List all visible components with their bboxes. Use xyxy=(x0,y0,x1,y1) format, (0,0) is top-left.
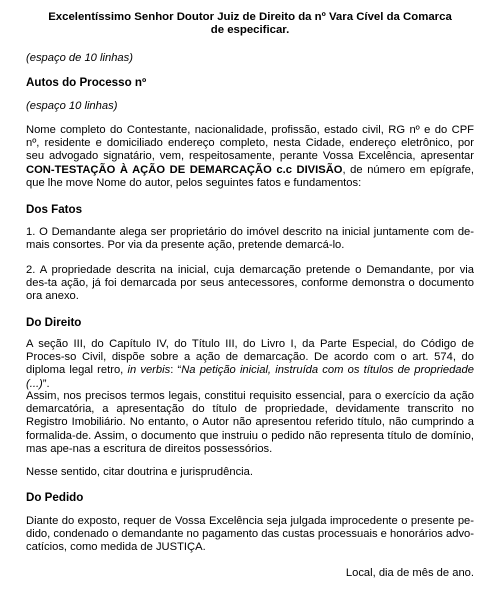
fatos-paragraph-1: 1. O Demandante alega ser proprietário do imóvel descrito na inicial juntamente com de-mais consortes. Por via da presente ação, pretende demarcá-lo. xyxy=(26,226,474,252)
closing-line: Local, dia de mês de ano. xyxy=(345,567,474,579)
spacing-note-2: (espaço 10 linhas) xyxy=(26,100,118,112)
direito-heading: Do Direito xyxy=(26,316,82,329)
direito-paragraph-2: Assim, nos precisos termos legais, constitui requisito essencial, para o exercício da ação demarcatória, a apresentação do título de propriedade, devidamente transcrito no Registro Imobiliário. No entanto, o Autor não apresentou referido título, não cumprindo a formalida-de. Assim, o documento que instruiu o pedido não representa título de domínio, mas ape-nas a escritura de direitos possessórios. xyxy=(26,390,474,455)
spacing-note-1: (espaço de 10 linhas) xyxy=(26,52,133,64)
fatos-heading: Dos Fatos xyxy=(26,203,83,216)
header-line-2: de especificar. xyxy=(210,24,290,37)
direito-p1-end: ”. xyxy=(42,377,50,390)
pedido-paragraph-1: Diante do exposto, requer de Vossa Excelência seja julgada improcedente o presente pe-dido, condenado o demandante no pagamento das custas processuais e honorários advo-catícios, como medida de JUSTIÇA. xyxy=(26,515,474,554)
pedido-heading: Do Pedido xyxy=(26,491,84,504)
fatos-paragraph-2: 2. A propriedade descrita na inicial, cuja demarcação pretende o Demandante, por via des-ta ação, já foi demarcada por seus antecessores, conforme demonstra o documento ora anexo. xyxy=(26,264,474,303)
direito-paragraph-3: Nesse sentido, citar doutrina e jurisprudência. xyxy=(26,466,253,478)
intro-paragraph xyxy=(26,124,474,190)
document-header xyxy=(26,11,474,38)
intro-text-after: , de número em epígrafe, que lhe move Nome do autor, pelos seguintes fatos e fundamentos: xyxy=(26,163,475,189)
direito-p1-in-verbis: in verbis xyxy=(127,364,171,377)
direito-p1-quote: Na petição inicial, instruída com os títulos de propriedade (...) xyxy=(26,364,474,390)
direito-p1-mid: : “ xyxy=(170,364,182,377)
direito-paragraph-1 xyxy=(26,338,474,391)
autos-label: Autos do Processo nº xyxy=(26,76,147,89)
header-line-1: Excelentíssimo Senhor Doutor Juiz de Direito da nº Vara Cível da Comarca xyxy=(48,11,452,23)
intro-text-before: Nome completo do Contestante, nacionalidade, profissão, estado civil, RG nº e do CPF nº, residente e domiciliado endereço completo, nesta Cidade, endereço eletrônico, por seu advogado signatário, vem, respeitosamente, perante Vossa Excelência, apresentar xyxy=(26,124,474,163)
intro-bold-title: CON-TESTAÇÃO À AÇÃO DE DEMARCAÇÃO c.c DIVISÃO xyxy=(26,163,343,176)
direito-p1-text: A seção III, do Capítulo IV, do Título III, do Livro I, da Parte Especial, do Código de Proces-so Civil, dispõe sobre a ação de demarcação. De acordo com o art. 574, do diploma legal retro, xyxy=(26,338,474,377)
